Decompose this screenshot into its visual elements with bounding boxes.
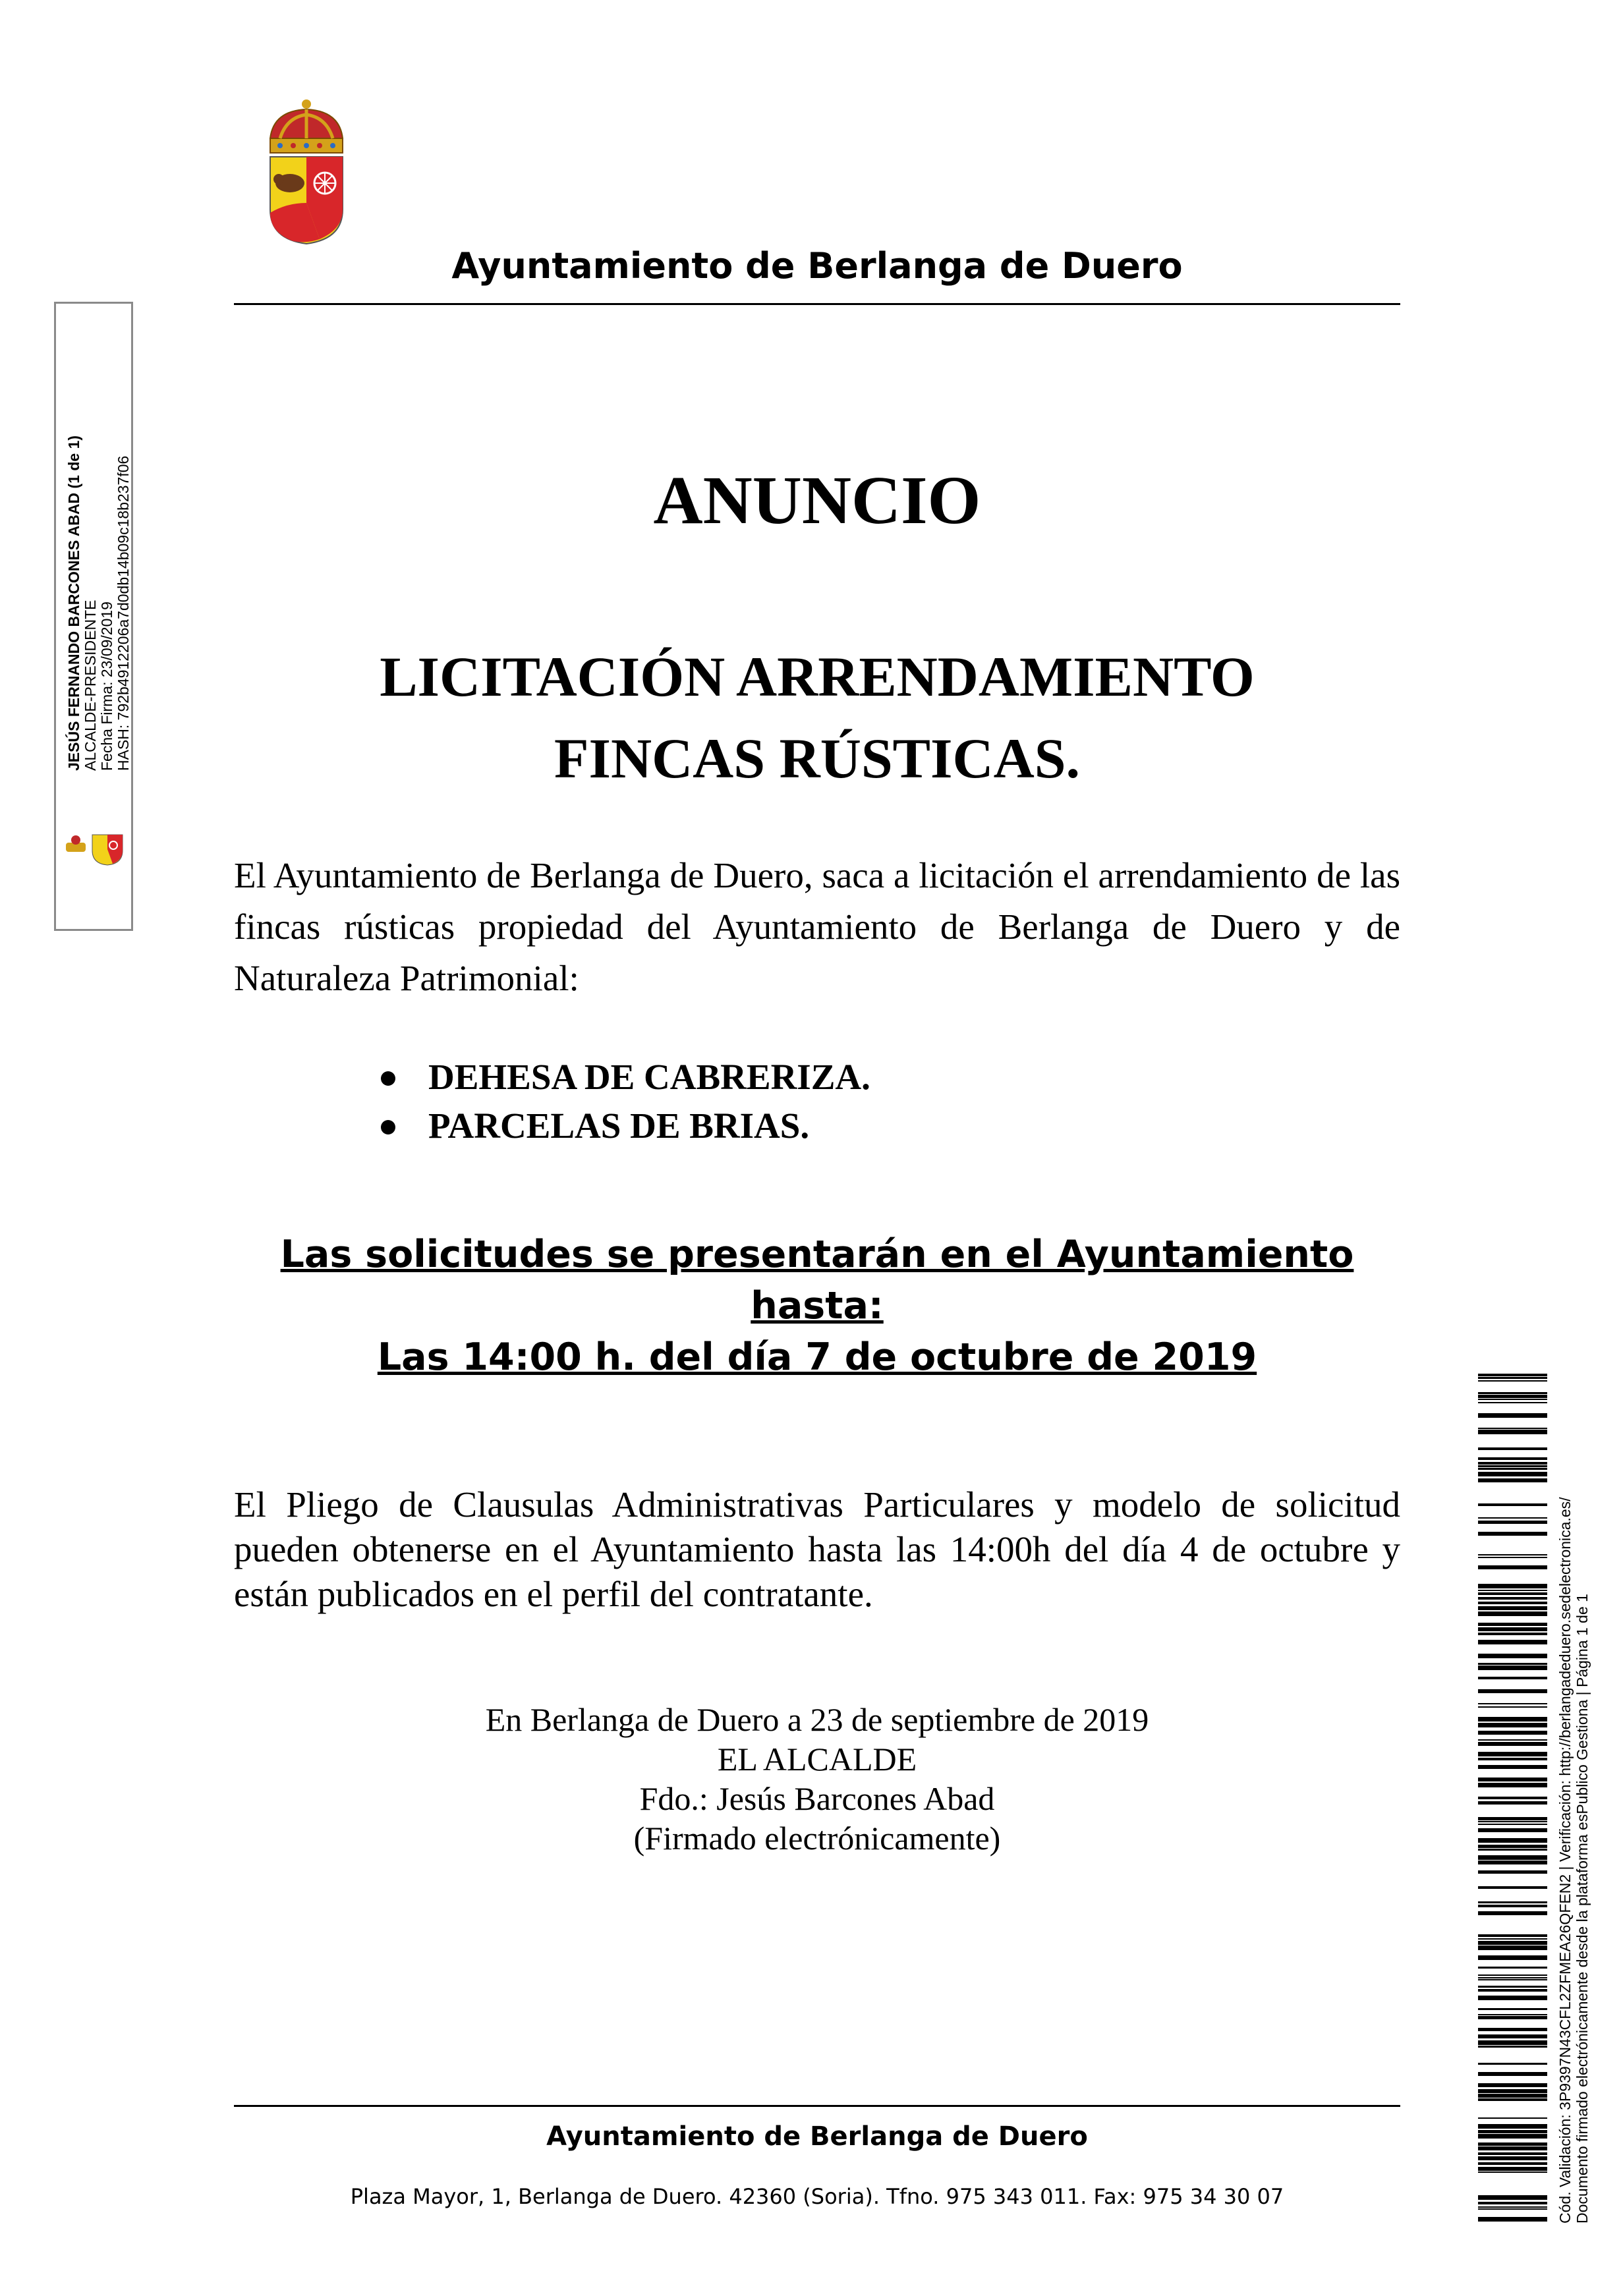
verification-platform: Documento firmado electrónicamente desde la plataforma esPublico Gestiona | Página 1 de 1 xyxy=(1574,1594,1591,2224)
deadline-line-2: hasta: xyxy=(751,1284,884,1328)
signature-block xyxy=(234,1700,1400,1858)
notice-title: ANUNCIO xyxy=(653,462,981,538)
signature-place-date: En Berlanga de Duero a 23 de septiembre de 2019 xyxy=(485,1701,1149,1738)
barcode-image xyxy=(1478,1374,1547,2224)
header-divider xyxy=(234,303,1400,305)
signature-note: (Firmado electrónicamente) xyxy=(633,1820,1001,1857)
list-item: PARCELAS DE BRIAS. xyxy=(376,1102,870,1150)
stamp-hash: HASH: 792b4912206a7d0db14b09c18b237f06 xyxy=(115,455,132,771)
stamp-coat-of-arms-icon xyxy=(63,827,129,866)
stamp-date: Fecha Firma: 23/09/2019 xyxy=(98,602,115,771)
verification-text xyxy=(1556,1374,1591,2224)
deadline-notice xyxy=(234,1229,1400,1383)
header-org-name: Ayuntamiento de Berlanga de Duero xyxy=(451,245,1183,287)
coat-of-arms-logo xyxy=(234,98,379,249)
deadline-line-3: Las 14:00 h. del día 7 de octubre de 2019 xyxy=(377,1335,1257,1379)
intro-paragraph: El Ayuntamiento de Berlanga de Duero, saca a licitación el arrendamiento de las fincas rústicas propiedad del Ayuntamiento de Berlanga de Duero y de Naturaleza Patrimonial: xyxy=(234,855,1400,998)
notice-subtitle xyxy=(234,636,1400,799)
signature-role: EL ALCALDE xyxy=(717,1741,917,1778)
signature-stamp-text xyxy=(66,402,132,771)
stamp-signer: JESÚS FERNANDO BARCONES ABAD (1 de 1) xyxy=(65,435,82,771)
deadline-line-1: Las solicitudes se presentarán en el Ayuntamiento xyxy=(280,1233,1354,1276)
property-list xyxy=(376,1053,870,1150)
verification-code: Cód. Validación: 3P9397N43CFL2ZFMEA26QFEN2 | Verificación: http://berlangadeduero.sedelectronica.es/ xyxy=(1556,1497,1574,2224)
subtitle-line-2: FINCAS RÚSTICAS. xyxy=(554,727,1081,790)
signature-name: Fdo.: Jesús Barcones Abad xyxy=(639,1780,995,1817)
pliego-paragraph: El Pliego de Clausulas Administrativas Particulares y modelo de solicitud pueden obtenerse en el Ayuntamiento hasta las 14:00h del día 4 de octubre y están publicados en el perfil del contratante. xyxy=(234,1484,1400,1614)
subtitle-line-1: LICITACIÓN ARRENDAMIENTO xyxy=(380,645,1255,708)
footer-org-name: Ayuntamiento de Berlanga de Duero xyxy=(546,2121,1088,2152)
list-item: DEHESA DE CABRERIZA. xyxy=(376,1053,870,1102)
footer-address: Plaza Mayor, 1, Berlanga de Duero. 42360 (Soria). Tfno. 975 343 011. Fax: 975 34 30 07 xyxy=(350,2184,1284,2209)
footer-divider xyxy=(234,2105,1400,2107)
stamp-role: ALCALDE-PRESIDENTE xyxy=(82,600,99,771)
